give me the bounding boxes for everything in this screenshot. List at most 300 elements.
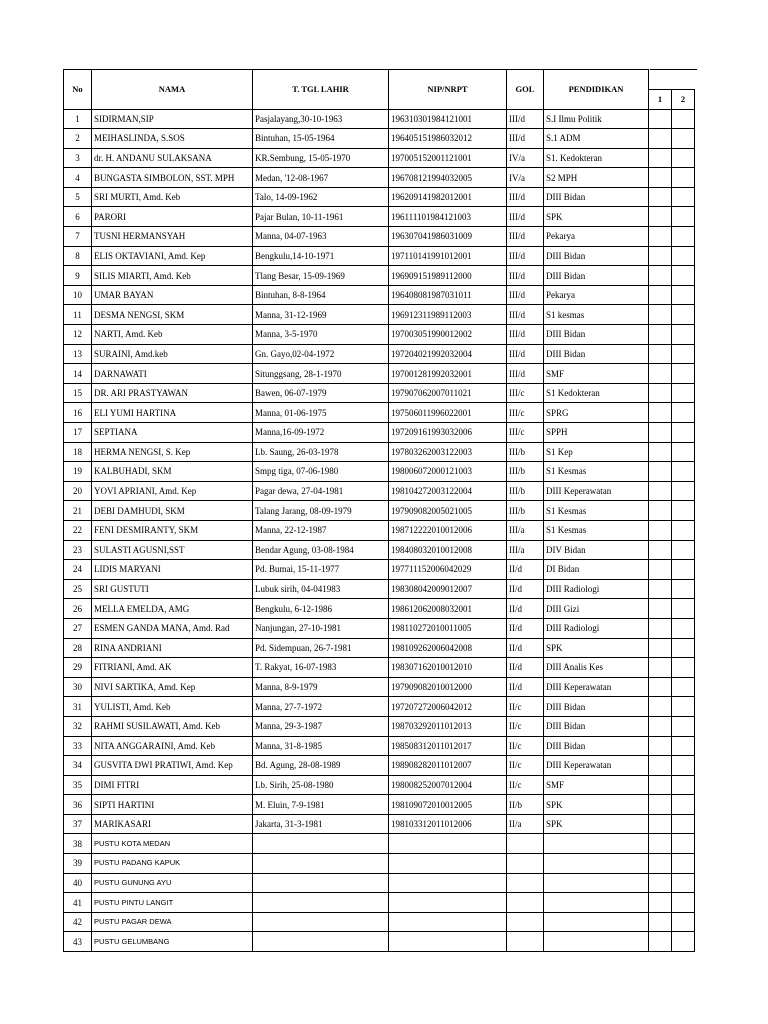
row-nama: DEBI DAMHUDI, SKM xyxy=(92,501,253,521)
row-tgl-lahir: Bintuhan, 15-05-1964 xyxy=(253,129,389,149)
row-col-1 xyxy=(649,383,672,403)
row-col-2 xyxy=(672,697,695,717)
row-pendidikan: S1 Kesmas xyxy=(544,462,649,482)
row-gol: III/d xyxy=(507,266,544,286)
row-pendidikan: DIII Radiologi xyxy=(544,579,649,599)
row-tgl-lahir xyxy=(253,893,389,913)
row-no: 37 xyxy=(64,814,92,834)
row-nip xyxy=(389,932,507,952)
row-pendidikan: DI Bidan xyxy=(544,560,649,580)
row-gol: III/c xyxy=(507,383,544,403)
row-gol: III/d xyxy=(507,207,544,227)
row-nama: NITA ANGGARAINI, Amd. Keb xyxy=(92,736,253,756)
row-gol xyxy=(507,932,544,952)
row-col-1 xyxy=(649,873,672,893)
row-pendidikan: SPPH xyxy=(544,423,649,443)
row-pendidikan: S1 Kesmas xyxy=(544,520,649,540)
row-gol: II/c xyxy=(507,716,544,736)
row-nama: PUSTU KOTA MEDAN xyxy=(92,834,253,854)
row-nip: 197506011996022001 xyxy=(389,403,507,423)
row-nama: NIVI SARTIKA, Amd. Kep xyxy=(92,677,253,697)
table-row xyxy=(64,854,695,874)
row-nip: 198908282011012007 xyxy=(389,756,507,776)
row-nama: FITRIANI, Amd. AK xyxy=(92,658,253,678)
row-col-1 xyxy=(649,560,672,580)
row-no: 43 xyxy=(64,932,92,952)
row-nama: HERMA NENGSI, S. Kep xyxy=(92,442,253,462)
row-nip: 196307041986031009 xyxy=(389,227,507,247)
row-nip: 198109262006042008 xyxy=(389,638,507,658)
row-pendidikan: S.I Ilmu Politik xyxy=(544,109,649,129)
row-tgl-lahir: Lb. Saung, 26-03-1978 xyxy=(253,442,389,462)
row-gol: II/d xyxy=(507,677,544,697)
row-col-1 xyxy=(649,912,672,932)
table-row xyxy=(64,658,695,678)
row-pendidikan: SMF xyxy=(544,775,649,795)
row-gol: II/c xyxy=(507,697,544,717)
row-col-1 xyxy=(649,638,672,658)
row-gol: II/a xyxy=(507,814,544,834)
row-col-1 xyxy=(649,854,672,874)
row-pendidikan: DIII Keperawatan xyxy=(544,481,649,501)
table-row xyxy=(64,168,695,188)
row-nip: 198109072010012005 xyxy=(389,795,507,815)
row-col-2 xyxy=(672,462,695,482)
row-tgl-lahir: Nanjungan, 27-10-1981 xyxy=(253,618,389,638)
row-tgl-lahir: Pasjalayang,30-10-1963 xyxy=(253,109,389,129)
table-row xyxy=(64,599,695,619)
row-col-1 xyxy=(649,285,672,305)
row-nip: 198308042009012007 xyxy=(389,579,507,599)
row-nama: PARORI xyxy=(92,207,253,227)
row-col-2 xyxy=(672,658,695,678)
row-gol: III/d xyxy=(507,305,544,325)
row-gol: III/d xyxy=(507,129,544,149)
row-col-2 xyxy=(672,520,695,540)
row-nip: 196909151989112000 xyxy=(389,266,507,286)
row-col-2 xyxy=(672,423,695,443)
row-nama: ELIS OKTAVIANI, Amd. Kep xyxy=(92,246,253,266)
row-no: 4 xyxy=(64,168,92,188)
row-no: 28 xyxy=(64,638,92,658)
row-col-2 xyxy=(672,599,695,619)
row-gol: II/d xyxy=(507,638,544,658)
row-tgl-lahir: Manna, 01-06-1975 xyxy=(253,403,389,423)
table-row xyxy=(64,423,695,443)
row-no: 16 xyxy=(64,403,92,423)
row-no: 42 xyxy=(64,912,92,932)
header-tgl-lahir: T. TGL LAHIR xyxy=(253,70,389,110)
row-nip xyxy=(389,912,507,932)
row-nama: ELI YUMI HARTINA xyxy=(92,403,253,423)
row-no: 17 xyxy=(64,423,92,443)
table-row xyxy=(64,912,695,932)
row-col-1 xyxy=(649,697,672,717)
row-nip: 197204021992032004 xyxy=(389,344,507,364)
row-tgl-lahir: Situnggsang, 28-1-1970 xyxy=(253,364,389,384)
row-nip: 198006072000121003 xyxy=(389,462,507,482)
row-tgl-lahir: Bengkulu,14-10-1971 xyxy=(253,246,389,266)
row-col-2 xyxy=(672,109,695,129)
row-col-1 xyxy=(649,540,672,560)
row-gol xyxy=(507,893,544,913)
row-pendidikan: Pekarya xyxy=(544,285,649,305)
header-gol: GOL xyxy=(507,70,544,110)
row-tgl-lahir: Bengkulu, 6-12-1986 xyxy=(253,599,389,619)
row-pendidikan: DIII Bidan xyxy=(544,736,649,756)
row-pendidikan xyxy=(544,912,649,932)
row-nama: ESMEN GANDA MANA, Amd. Rad xyxy=(92,618,253,638)
table-row xyxy=(64,638,695,658)
row-nip: 196708121994032005 xyxy=(389,168,507,188)
row-no: 13 xyxy=(64,344,92,364)
table-row xyxy=(64,344,695,364)
row-nama: YULISTI, Amd. Keb xyxy=(92,697,253,717)
row-col-2 xyxy=(672,227,695,247)
row-nama: NARTI, Amd. Keb xyxy=(92,325,253,345)
row-nama: FENI DESMIRANTY, SKM xyxy=(92,520,253,540)
row-pendidikan: S2 MPH xyxy=(544,168,649,188)
row-no: 8 xyxy=(64,246,92,266)
row-pendidikan: DIII Bidan xyxy=(544,325,649,345)
row-tgl-lahir: Bawen, 06-07-1979 xyxy=(253,383,389,403)
row-nip: 197110141991012001 xyxy=(389,246,507,266)
header-nip: NIP/NRPT xyxy=(389,70,507,110)
row-gol xyxy=(507,912,544,932)
table-row xyxy=(64,207,695,227)
table-row xyxy=(64,540,695,560)
row-no: 24 xyxy=(64,560,92,580)
row-pendidikan: S.1 ADM xyxy=(544,129,649,149)
row-gol: III/d xyxy=(507,285,544,305)
row-nip: 197001281992032001 xyxy=(389,364,507,384)
table-row xyxy=(64,560,695,580)
row-col-1 xyxy=(649,344,672,364)
row-col-1 xyxy=(649,599,672,619)
table-row xyxy=(64,246,695,266)
row-no: 11 xyxy=(64,305,92,325)
row-tgl-lahir xyxy=(253,932,389,952)
row-col-1 xyxy=(649,325,672,345)
row-col-1 xyxy=(649,677,672,697)
header-nama: NAMA xyxy=(92,70,253,110)
row-col-1 xyxy=(649,658,672,678)
row-nip: 196408081987031011 xyxy=(389,285,507,305)
row-gol: II/d xyxy=(507,599,544,619)
row-col-1 xyxy=(649,403,672,423)
row-nama: SIDIRMAN,SIP xyxy=(92,109,253,129)
row-col-1 xyxy=(649,932,672,952)
row-pendidikan: SPK xyxy=(544,207,649,227)
row-pendidikan: DIII Bidan xyxy=(544,697,649,717)
row-nip: 197005152001121001 xyxy=(389,148,507,168)
row-col-1 xyxy=(649,736,672,756)
row-nama: PUSTU PINTU LANGIT xyxy=(92,893,253,913)
row-col-2 xyxy=(672,716,695,736)
row-tgl-lahir: Smpg tiga, 07-06-1980 xyxy=(253,462,389,482)
row-gol: II/c xyxy=(507,775,544,795)
row-pendidikan: DIII Bidan xyxy=(544,344,649,364)
row-pendidikan: DIII Gizi xyxy=(544,599,649,619)
row-no: 19 xyxy=(64,462,92,482)
row-tgl-lahir: Manna, 29-3-1987 xyxy=(253,716,389,736)
table-row xyxy=(64,383,695,403)
row-col-2 xyxy=(672,305,695,325)
row-nama: BUNGASTA SIMBOLON, SST. MPH xyxy=(92,168,253,188)
row-no: 18 xyxy=(64,442,92,462)
row-tgl-lahir xyxy=(253,873,389,893)
row-nama: SURAINI, Amd.keb xyxy=(92,344,253,364)
row-gol: III/a xyxy=(507,540,544,560)
row-no: 26 xyxy=(64,599,92,619)
row-col-2 xyxy=(672,266,695,286)
row-nama: dr. H. ANDANU SULAKSANA xyxy=(92,148,253,168)
row-gol: III/a xyxy=(507,520,544,540)
row-pendidikan: DIII Bidan xyxy=(544,266,649,286)
row-no: 38 xyxy=(64,834,92,854)
row-nama: KALBUHADI, SKM xyxy=(92,462,253,482)
row-tgl-lahir: T. Rakyat, 16-07-1983 xyxy=(253,658,389,678)
header-pendidikan: PENDIDIKAN xyxy=(544,70,649,110)
row-tgl-lahir: Manna,16-09-1972 xyxy=(253,423,389,443)
row-tgl-lahir xyxy=(253,834,389,854)
row-col-2 xyxy=(672,540,695,560)
row-nip xyxy=(389,893,507,913)
row-nama: SULASTI AGUSNI,SST xyxy=(92,540,253,560)
row-no: 29 xyxy=(64,658,92,678)
row-col-2 xyxy=(672,168,695,188)
row-tgl-lahir: Pajar Bulan, 10-11-1961 xyxy=(253,207,389,227)
row-no: 23 xyxy=(64,540,92,560)
row-nip: 196209141982012001 xyxy=(389,187,507,207)
row-col-2 xyxy=(672,756,695,776)
table-row xyxy=(64,187,695,207)
row-pendidikan: S1 Kesmas xyxy=(544,501,649,521)
row-tgl-lahir: Lubuk sirih, 04-041983 xyxy=(253,579,389,599)
row-pendidikan xyxy=(544,932,649,952)
header-col-2: 2 xyxy=(672,89,695,109)
table-row xyxy=(64,579,695,599)
row-nip: 197209161993032006 xyxy=(389,423,507,443)
row-col-2 xyxy=(672,814,695,834)
row-col-2 xyxy=(672,834,695,854)
row-nama: YOVI APRIANI, Amd. Kep xyxy=(92,481,253,501)
row-nip: 197909082005021005 xyxy=(389,501,507,521)
row-no: 10 xyxy=(64,285,92,305)
row-no: 22 xyxy=(64,520,92,540)
table-row xyxy=(64,501,695,521)
row-tgl-lahir: Pagar dewa, 27-04-1981 xyxy=(253,481,389,501)
row-tgl-lahir xyxy=(253,912,389,932)
row-col-1 xyxy=(649,148,672,168)
row-tgl-lahir: Manna, 31-12-1969 xyxy=(253,305,389,325)
table-row xyxy=(64,109,695,129)
row-col-2 xyxy=(672,148,695,168)
row-nip: 198712222010012006 xyxy=(389,520,507,540)
row-no: 36 xyxy=(64,795,92,815)
row-pendidikan: DIII Radiologi xyxy=(544,618,649,638)
row-col-1 xyxy=(649,893,672,913)
row-nip: 196912311989112003 xyxy=(389,305,507,325)
row-nip: 198307162010012010 xyxy=(389,658,507,678)
table-row xyxy=(64,266,695,286)
row-nama: LIDIS MARYANI xyxy=(92,560,253,580)
row-tgl-lahir: Manna, 3-5-1970 xyxy=(253,325,389,345)
row-nip: 198612062008032001 xyxy=(389,599,507,619)
row-gol: III/b xyxy=(507,481,544,501)
staff-table xyxy=(63,69,695,952)
row-tgl-lahir: Lb. Sirih, 25-08-1980 xyxy=(253,775,389,795)
row-no: 9 xyxy=(64,266,92,286)
row-nama: SRI MURTI, Amd. Keb xyxy=(92,187,253,207)
row-col-2 xyxy=(672,364,695,384)
table-row xyxy=(64,325,695,345)
row-no: 39 xyxy=(64,854,92,874)
row-nama: DESMA NENGSI, SKM xyxy=(92,305,253,325)
table-row xyxy=(64,677,695,697)
row-col-2 xyxy=(672,325,695,345)
table-row xyxy=(64,736,695,756)
row-col-2 xyxy=(672,677,695,697)
table-row xyxy=(64,305,695,325)
row-nama: RINA ANDRIANI xyxy=(92,638,253,658)
row-col-2 xyxy=(672,736,695,756)
row-pendidikan xyxy=(544,834,649,854)
row-nip: 198703292011012013 xyxy=(389,716,507,736)
table-row xyxy=(64,873,695,893)
row-no: 6 xyxy=(64,207,92,227)
row-pendidikan: SPRG xyxy=(544,403,649,423)
row-tgl-lahir: Medan, '12-08-1967 xyxy=(253,168,389,188)
table-row xyxy=(64,148,695,168)
row-nama: TUSNI HERMANSYAH xyxy=(92,227,253,247)
row-nama: RAHMI SUSILAWATI, Amd. Keb xyxy=(92,716,253,736)
row-gol: III/b xyxy=(507,462,544,482)
row-nama: UMAR BAYAN xyxy=(92,285,253,305)
row-no: 2 xyxy=(64,129,92,149)
row-col-1 xyxy=(649,756,672,776)
row-nip: 198008252007012004 xyxy=(389,775,507,795)
row-col-2 xyxy=(672,344,695,364)
row-pendidikan: DIII Bidan xyxy=(544,187,649,207)
row-gol: II/c xyxy=(507,756,544,776)
table-row xyxy=(64,716,695,736)
row-pendidikan: DIV Bidan xyxy=(544,540,649,560)
row-tgl-lahir: Bintuhan, 8-8-1964 xyxy=(253,285,389,305)
row-gol: III/d xyxy=(507,364,544,384)
row-col-2 xyxy=(672,442,695,462)
row-col-2 xyxy=(672,560,695,580)
row-pendidikan: S1 Kedokteran xyxy=(544,383,649,403)
row-col-1 xyxy=(649,207,672,227)
row-nama: SIPTI HARTINI xyxy=(92,795,253,815)
row-gol: III/d xyxy=(507,344,544,364)
row-no: 1 xyxy=(64,109,92,129)
row-nip: 197207272006042012 xyxy=(389,697,507,717)
row-col-2 xyxy=(672,383,695,403)
row-nama: DARNAWATI xyxy=(92,364,253,384)
row-nama: SILIS MIARTI, Amd. Keb xyxy=(92,266,253,286)
row-tgl-lahir: Jakarta, 31-3-1981 xyxy=(253,814,389,834)
header-col-1: 1 xyxy=(649,89,672,109)
row-pendidikan: SMF xyxy=(544,364,649,384)
row-nama: SEPTIANA xyxy=(92,423,253,443)
row-col-2 xyxy=(672,912,695,932)
row-no: 25 xyxy=(64,579,92,599)
row-col-1 xyxy=(649,129,672,149)
row-tgl-lahir: Manna, 31-8-1985 xyxy=(253,736,389,756)
table-row xyxy=(64,403,695,423)
row-gol: II/d xyxy=(507,658,544,678)
table-header xyxy=(64,70,695,110)
table-row xyxy=(64,893,695,913)
row-pendidikan: SPK xyxy=(544,638,649,658)
row-nama: PUSTU PADANG KAPUK xyxy=(92,854,253,874)
table-row xyxy=(64,520,695,540)
row-col-1 xyxy=(649,246,672,266)
row-nama: MELLA EMELDA, AMG xyxy=(92,599,253,619)
row-tgl-lahir: Bendar Agung, 03-08-1984 xyxy=(253,540,389,560)
row-col-2 xyxy=(672,775,695,795)
row-col-1 xyxy=(649,775,672,795)
row-no: 40 xyxy=(64,873,92,893)
row-col-1 xyxy=(649,716,672,736)
row-no: 14 xyxy=(64,364,92,384)
row-nip: 198103312011012006 xyxy=(389,814,507,834)
row-tgl-lahir: Manna, 04-07-1963 xyxy=(253,227,389,247)
row-gol xyxy=(507,854,544,874)
row-col-2 xyxy=(672,854,695,874)
row-gol: III/d xyxy=(507,187,544,207)
row-gol: III/b xyxy=(507,442,544,462)
row-pendidikan: SPK xyxy=(544,795,649,815)
table-row xyxy=(64,227,695,247)
row-no: 27 xyxy=(64,618,92,638)
row-tgl-lahir: Pd. Sidempuan, 26-7-1981 xyxy=(253,638,389,658)
row-no: 34 xyxy=(64,756,92,776)
row-no: 32 xyxy=(64,716,92,736)
row-no: 33 xyxy=(64,736,92,756)
table-row xyxy=(64,775,695,795)
row-col-2 xyxy=(672,481,695,501)
row-nip: 198110272010011005 xyxy=(389,618,507,638)
row-col-1 xyxy=(649,442,672,462)
row-gol: II/d xyxy=(507,560,544,580)
row-nip: 198104272003122004 xyxy=(389,481,507,501)
row-col-2 xyxy=(672,795,695,815)
row-nip: 197909082010012000 xyxy=(389,677,507,697)
table-row xyxy=(64,364,695,384)
row-col-2 xyxy=(672,579,695,599)
row-tgl-lahir: Pd. Bumai, 15-11-1977 xyxy=(253,560,389,580)
header-no: No xyxy=(64,70,92,110)
row-gol: III/d xyxy=(507,325,544,345)
row-col-1 xyxy=(649,423,672,443)
row-pendidikan: DIII Bidan xyxy=(544,716,649,736)
row-pendidikan: S1. Kedokteran xyxy=(544,148,649,168)
row-nama: PUSTU PAGAR DEWA xyxy=(92,912,253,932)
table-row xyxy=(64,932,695,952)
row-tgl-lahir: KR.Sembung, 15-05-1970 xyxy=(253,148,389,168)
row-col-1 xyxy=(649,266,672,286)
row-nip: 196405151986032012 xyxy=(389,129,507,149)
row-gol: III/d xyxy=(507,109,544,129)
row-nama: SRI GUSTUTI xyxy=(92,579,253,599)
row-col-2 xyxy=(672,873,695,893)
row-col-2 xyxy=(672,187,695,207)
row-col-1 xyxy=(649,481,672,501)
row-nip: 196310301984121001 xyxy=(389,109,507,129)
